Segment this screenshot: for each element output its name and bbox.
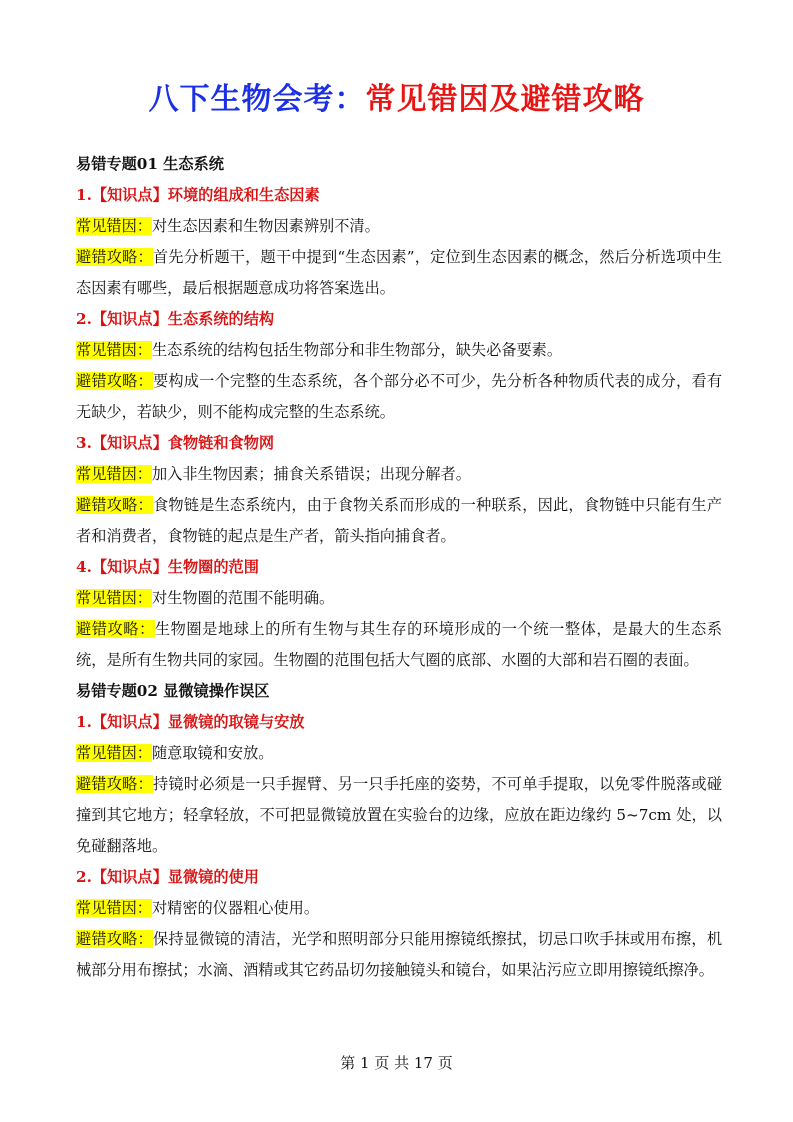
error-text: 随意取镜和安放。: [151, 744, 274, 762]
strategy-line: [76, 242, 722, 304]
strategy-label: 避错攻略：: [76, 930, 153, 948]
error-label: 常见错因：: [76, 465, 152, 483]
error-line: [76, 211, 722, 242]
error-label: 常见错因：: [76, 589, 152, 607]
error-text: 对生物圈的范围不能明确。: [151, 589, 335, 607]
strategy-text: 生物圈是地球上的所有生物与其生存的环境形成的一个统一整体，是最大的生态系统，是所有生物共同的家园。生物圈的范围包括大气圈的底部、水圈的大部和岩石圈的表面。: [76, 620, 723, 669]
error-text: 对精密的仪器粗心使用。: [151, 899, 319, 917]
error-text: 对生态因素和生物因素辨别不清。: [151, 217, 380, 235]
title-part-1: 八下生物会考：: [148, 82, 366, 117]
error-line: [76, 459, 722, 490]
strategy-text: 保持显微镜的清洁，光学和照明部分只能用擦镜纸擦拭，切忌口吹手抹或用布擦，机械部分用布擦拭；水滴、酒精或其它药品切勿接触镜头和镜台，如果沾污应立即用擦镜纸擦净。: [76, 930, 723, 979]
title-part-2: 常见错因及避错攻略: [365, 82, 645, 117]
knowledge-point-title: 2.【知识点】生态系统的结构: [76, 310, 275, 328]
section-heading: 易错专题02 显微镜操作误区: [76, 682, 270, 700]
knowledge-point-title: 1.【知识点】显微镜的取镜与安放: [76, 713, 305, 731]
knowledge-point-title: 3.【知识点】食物链和食物网: [76, 434, 275, 452]
strategy-label: 避错攻略：: [76, 496, 153, 514]
error-label: 常见错因：: [76, 341, 152, 359]
knowledge-point-title: 1.【知识点】环境的组成和生态因素: [76, 186, 320, 204]
strategy-line: [76, 924, 722, 986]
strategy-line: [76, 769, 722, 862]
strategy-line: [76, 366, 722, 428]
page-title: [0, 78, 793, 122]
error-text: 生态系统的结构包括生物部分和非生物部分，缺失必备要素。: [151, 341, 562, 359]
strategy-label: 避错攻略：: [76, 775, 153, 793]
error-line: [76, 893, 722, 924]
strategy-label: 避错攻略：: [76, 372, 153, 390]
strategy-text: 持镜时必须是一只手握臂、另一只手托座的姿势，不可单手提取，以免零件脱落或碰撞到其它地方；轻拿轻放，不可把显微镜放置在实验台的边缘，应放在距边缘约 5~7cm 处，以免碰翻落地。: [76, 775, 723, 855]
strategy-text: 首先分析题干，题干中提到“生态因素”，定位到生态因素的概念，然后分析选项中生态因素有哪些，最后根据题意成功将答案选出。: [76, 248, 723, 297]
strategy-line: [76, 614, 722, 676]
section-heading: 易错专题01 生态系统: [76, 155, 224, 173]
page-footer: 第 1 页 共 17 页: [340, 1054, 453, 1072]
strategy-label: 避错攻略：: [76, 620, 155, 638]
error-line: [76, 335, 722, 366]
strategy-line: [76, 490, 722, 552]
error-text: 加入非生物因素；捕食关系错误；出现分解者。: [151, 465, 471, 483]
content: [76, 149, 722, 986]
strategy-text: 要构成一个完整的生态系统，各个部分必不可少，先分析各种物质代表的成分，看有无缺少，若缺少，则不能构成完整的生态系统。: [76, 372, 723, 421]
error-label: 常见错因：: [76, 899, 152, 917]
strategy-text: 食物链是生态系统内，由于食物关系而形成的一种联系，因此，食物链中只能有生产者和消费者，食物链的起点是生产者，箭头指向捕食者。: [76, 496, 723, 545]
knowledge-point-title: 4.【知识点】生物圈的范围: [76, 558, 259, 576]
error-label: 常见错因：: [76, 217, 152, 235]
error-label: 常见错因：: [76, 744, 152, 762]
error-line: [76, 738, 722, 769]
strategy-label: 避错攻略：: [76, 248, 153, 266]
error-line: [76, 583, 722, 614]
knowledge-point-title: 2.【知识点】显微镜的使用: [76, 868, 259, 886]
